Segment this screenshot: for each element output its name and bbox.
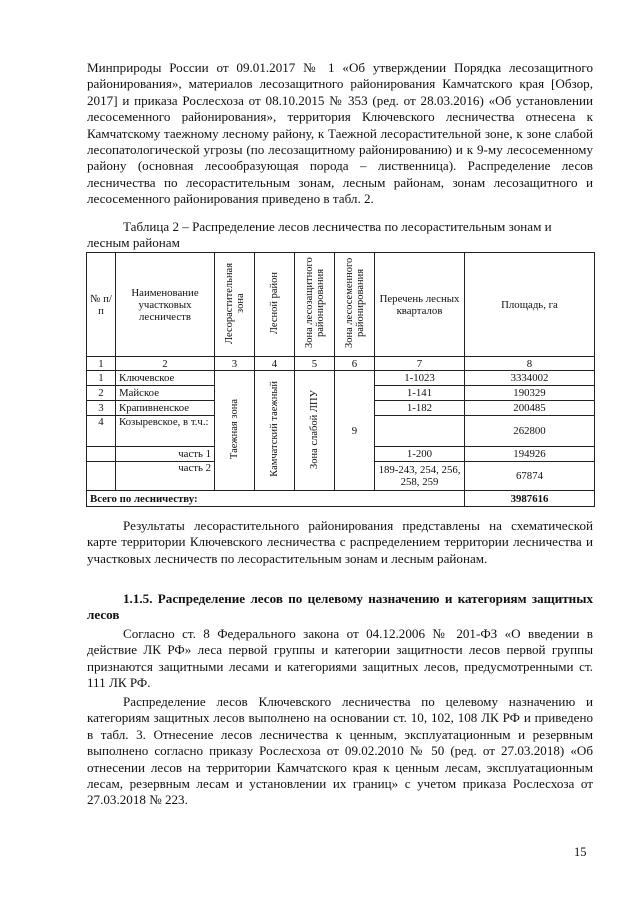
col-number: 6: [335, 357, 375, 371]
header-district: [255, 253, 295, 357]
row-name: Крапивненское: [116, 401, 215, 416]
row-num: 3: [87, 401, 116, 416]
row-name: часть 2: [116, 462, 215, 491]
table-total-row: [87, 491, 595, 507]
table-row: [87, 371, 595, 386]
header-blocks: Перечень лесных кварталов: [375, 253, 465, 357]
intro-paragraph: Минприроды России от 09.01.2017 № 1 «Об утверждении Порядка лесозащитного районирования», материалов лесозащитного районирования Камчатского края [Обзор, 2017] и приказа Рослесхоза от 08.10.2015 № 353 (ред. от 28.03.2016) «Об установлении лесосеменного районирования», территория Ключевского лесничества отнесена к Камчатскому таежному лесному району, к Таежной лесорастительной зоне, к зоне слабой лесопатологической угрозы (по лесозащитному районированию) и к 9-му лесосеменному району (основная лесообразующая порода – лиственница). Распределение лесов лесничества по лесорастительным зонам, лесным районам, зонам лесозащитного и лесосеменного районирования приведено в табл. 2.: [87, 60, 593, 207]
distribution-paragraph: Распределение лесов Ключевского лесничества по целевому назначению и категориям защитных лесов выполнено на основании ст. 10, 102, 108 ЛК РФ и приведено в табл. 3. Отнесение лесов лесничества к ценным, эксплуатационным и резервным выполнено согласно приказу Рослесхоза от 09.02.2010 № 50 (ред. от 27.03.2018) «Об отнесении лесов на территории Камчатского края к ценным лесам, эксплуатационным лесам, резервным лесам и установлении их границ» с учетом приказа Рослесхоза от 27.03.2018 № 223.: [87, 694, 593, 808]
header-seed-zone: [335, 253, 375, 357]
col-number: 4: [255, 357, 295, 371]
row-area: 262800: [465, 416, 595, 447]
header-protection-zone: [295, 253, 335, 357]
merged-district-text: Камчатский таежный: [269, 381, 280, 477]
row-blocks: 1-200: [375, 447, 465, 462]
law-paragraph: Согласно ст. 8 Федерального закона от 04.12.2006 № 201-ФЗ «О введении в действие ЛК РФ» леса первой группы и категории защитности лесов первой группы признаются защитными лесами и категориями защитных лесов, предусмотренными ст. 111 ЛК РФ.: [87, 626, 593, 691]
row-num: 1: [87, 371, 116, 386]
results-paragraph: Результаты лесорастительного районирования представлены на схематической карте территории Ключевского лесничества с распределением территории лесничества и участковых лесничеств по лесорастительным зонам и лесным районам.: [87, 518, 593, 566]
table-caption: [87, 219, 593, 251]
header-num: № п/п: [87, 253, 116, 357]
col-number: 3: [215, 357, 255, 371]
row-area: 67874: [465, 462, 595, 491]
merged-protection-zone: [295, 371, 335, 491]
row-area: 194926: [465, 447, 595, 462]
row-area: 200485: [465, 401, 595, 416]
row-blocks: [375, 416, 465, 447]
merged-district: [255, 371, 295, 491]
header-area: Площадь, га: [465, 253, 595, 357]
header-zone-text: Лесорастительная зона: [223, 262, 246, 344]
merged-zone-text: Таежная зона: [229, 398, 240, 460]
row-blocks: 1-182: [375, 401, 465, 416]
col-number: 7: [375, 357, 465, 371]
col-number: 8: [465, 357, 595, 371]
row-num: [87, 462, 116, 491]
row-name: Козыревское, в т.ч.:: [116, 416, 215, 447]
page-number: 15: [574, 845, 587, 859]
header-seed-zone-text: Зона лесосеменного районирования: [343, 257, 366, 349]
row-num: [87, 447, 116, 462]
row-name: Майское: [116, 386, 215, 401]
table-header-row: [87, 253, 595, 357]
total-value: 3987616: [465, 491, 595, 507]
merged-seed-zone: 9: [335, 371, 375, 491]
row-num: 4: [87, 416, 116, 447]
merged-zone: [215, 371, 255, 491]
forest-distribution-table: [86, 252, 595, 507]
column-numbers-row: [87, 357, 595, 371]
row-area: 3334002: [465, 371, 595, 386]
header-zone: [215, 253, 255, 357]
total-label: Всего по лесничеству:: [87, 491, 465, 507]
col-number: 1: [87, 357, 116, 371]
col-number: 5: [295, 357, 335, 371]
header-name: Наименование участковых лесничеств: [116, 253, 215, 357]
header-district-text: Лесной район: [269, 271, 280, 335]
section-heading: 1.1.5. Распределение лесов по целевому назначению и категориям защитных лесов: [87, 591, 593, 623]
row-name: часть 1: [116, 447, 215, 462]
row-name: Ключевское: [116, 371, 215, 386]
row-blocks: 1-1023: [375, 371, 465, 386]
table-caption-text: Таблица 2 – Распределение лесов лесничества по лесорастительным зонам и лесным районам: [87, 219, 552, 250]
merged-protection-zone-text: Зона слабой ЛПУ: [309, 389, 320, 469]
row-blocks: 189-243, 254, 256, 258, 259: [375, 462, 465, 491]
row-num: 2: [87, 386, 116, 401]
row-area: 190329: [465, 386, 595, 401]
row-blocks: 1-141: [375, 386, 465, 401]
col-number: 2: [116, 357, 215, 371]
header-protection-zone-text: Зона лесозащитного районирования: [303, 257, 326, 349]
